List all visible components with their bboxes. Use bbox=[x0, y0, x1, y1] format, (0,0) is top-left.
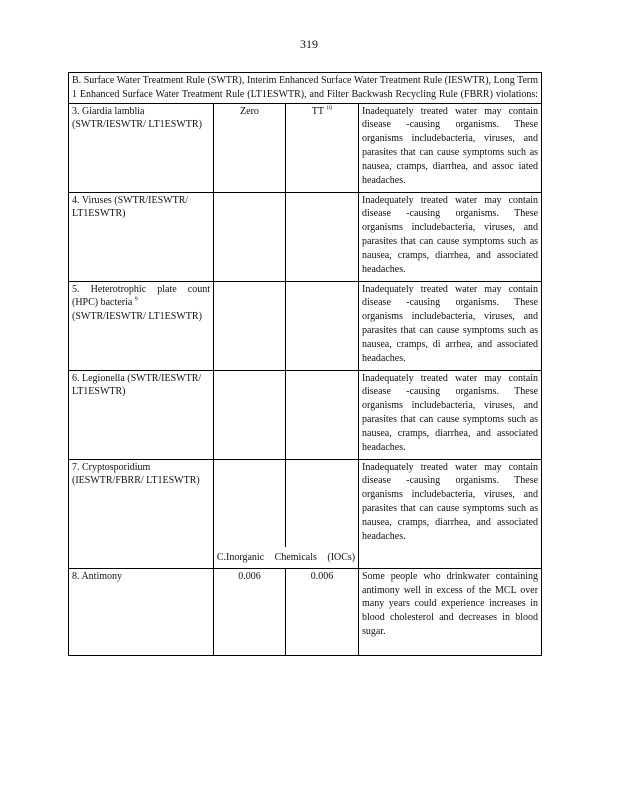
contaminant-rule: (SWTR/IESWTR/ LT1ESWTR) bbox=[72, 311, 202, 323]
contaminant-cell: 4. Viruses (SWTR/IESWTR/ LT1ESWTR) bbox=[69, 192, 214, 281]
mcl-cell bbox=[286, 281, 359, 370]
table-row bbox=[69, 568, 542, 655]
mclg-cell: Zero bbox=[214, 103, 286, 192]
table-row bbox=[69, 370, 542, 459]
contaminant-cell bbox=[69, 281, 214, 370]
mclg-cell bbox=[214, 370, 286, 459]
health-effects-cell: Inadequately treated water may contain disease -causing organisms. These organisms includebacteria, viruses, and parasites that can cause symptoms such as nausea, cramps, diarrhea, and associated headaches. bbox=[359, 370, 542, 459]
table-row bbox=[69, 459, 542, 547]
health-effects-cell: Inadequately treated water may contain disease -causing organisms. These organisms includebacteria, viruses, and parasites that can cause symptoms such as nausea, cramps, diarrhea, and assoc iated headaches. bbox=[359, 103, 542, 192]
section-b-header-row bbox=[69, 73, 542, 104]
contaminant-footnote: 9 bbox=[134, 297, 138, 304]
health-effects-cell: Inadequately treated water may contain disease -causing organisms. These organisms includebacteria, viruses, and parasites that can cause symptoms such as nausea, cramps, diarrhea, and associated headaches. bbox=[359, 192, 542, 281]
mcl-footnote: 10 bbox=[326, 105, 333, 112]
section-b-header-text: B. Surface Water Treatment Rule (SWTR), Interim Enhanced Surface Water Treatment Rule (IESWTR), Long Term 1 Enhanced Surface Water Treatment Rule (LT1ESWTR), and Filter Backwash Recycling Rule (FBRR) violations: bbox=[72, 75, 539, 100]
section-c-spacer bbox=[359, 547, 542, 568]
mclg-cell bbox=[214, 459, 286, 547]
section-c-spacer bbox=[69, 547, 214, 568]
page-number: 319 bbox=[300, 37, 318, 51]
table-row bbox=[69, 281, 542, 370]
contaminant-cell: 3. Giardia lamblia (SWTR/IESWTR/ LT1ESWTR) bbox=[69, 103, 214, 192]
health-effects-cell: Inadequately treated water may contain disease -causing organisms. These organisms includebacteria, viruses, and parasites that can cause symptoms such as nausea, cramps, di arrhea, and associated headaches. bbox=[359, 281, 542, 370]
mclg-cell bbox=[214, 192, 286, 281]
contaminants-table bbox=[68, 72, 542, 656]
mcl-value: TT bbox=[311, 105, 324, 117]
mclg-cell: 0.006 bbox=[214, 568, 286, 655]
mclg-cell bbox=[214, 281, 286, 370]
mcl-cell bbox=[286, 370, 359, 459]
contaminant-name: 5. Heterotrophic plate count (HPC) bacteria bbox=[72, 283, 210, 309]
health-effects-cell: Some people who drinkwater containing antimony well in excess of the MCL over many years could experience increases in blood cholesterol and decreases in blood sugar. bbox=[359, 568, 542, 655]
mcl-cell bbox=[286, 459, 359, 547]
contaminant-cell: 8. Antimony bbox=[69, 568, 214, 655]
mcl-cell bbox=[286, 103, 359, 192]
mcl-cell: 0.006 bbox=[286, 568, 359, 655]
contaminant-cell: 6. Legionella (SWTR/IESWTR/ LT1ESWTR) bbox=[69, 370, 214, 459]
section-c-header-row bbox=[69, 547, 542, 568]
health-effects-cell: Inadequately treated water may contain disease -causing organisms. These organisms includebacteria, viruses, and parasites that can cause symptoms such as nausea, cramps, diarrhea, and associated headaches. bbox=[359, 459, 542, 547]
table-row bbox=[69, 103, 542, 192]
contaminant-cell: 7. Cryptosporidium (IESWTR/FBRR/ LT1ESWTR) bbox=[69, 459, 214, 547]
table-row bbox=[69, 192, 542, 281]
mcl-cell bbox=[286, 192, 359, 281]
section-b-header bbox=[69, 73, 542, 104]
section-c-header: C.Inorganic Chemicals (IOCs) bbox=[214, 547, 359, 568]
